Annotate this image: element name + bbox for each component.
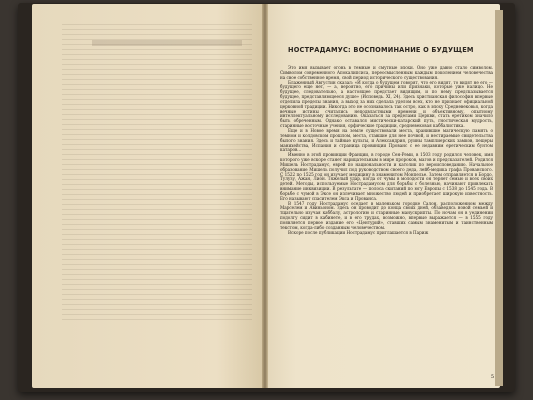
paragraph: Именно в этой провинции Франции, в городе Сен-Реми, в 1503 году родился человек, имя которого уже вскоре станет нарицательным в мире пророков, магов и предсказателей. Родился Мишель Нострадамус, еврей по национальности и католик по вероисповеданию. Начальное образование Мишель получил под руководством своего деда, лейб-медика графа Прованского. С 1522 по 1525 год он изучает медицину в знаменитом Монпелье. Затем отправляется в Бордо, Тулузу, Ажан, Лион. Тяжелый удар, когда от чумы в молодости он теряет семью и всех своих детей. Методы, используемые Нострадамусом для борьбы с болезнью, начинают привлекать внимание инквизиции. В результате — полоса скитаний по югу Европы с 1538 до 1545 года. В борьбе с чумой в Эксе он излечивает множество людей и приобретает широкую известность. Его называют спасителем Экса и Прованса. [280,152,493,201]
page-number: 5 [490,374,494,380]
paragraph: Блаженный Августин сказал: «И когда о будущем говорят, что его видят, то видят не его — будущего еще нет, — а, вероятно, его причины или признаки, которые уже налицо. Не будущее, следовательно, а настоящее предстает видящим, и по нему предсказывается будущее, представляющееся душе» (Исповедь. ХI, 24). Здесь христианская философия впервые отделила пределы знания, а выход за них сделала уделом всех, кто не признает официальной церковной традиции. Никогда это не осознавалось так остро, как в эпоху Средневековья, когда вечные истины считались неподвластными времени и объективному, опытному интеллектуальному исследованию. Оказаться за пределами Церкви, стать еретиком значило быть обреченным. Однако оставался мистически-катарский путь, гностическая мудрость, старинные восточные учения, орфические традиции, средневековая каббалистика. [280,79,493,129]
paragraph: Еще и в Новое время на земле существовали места, хранившие магическую память о темном и колдовском прошлом, места, ставшие для нее почвой, и нестираемые свидетельства былого знания. Здесь и тайные культы, и Александрия, руины тамплиерских замков, пещеры манихейства, Испания и страница провинции Прованс с ее недавним еретическим бунтом катаров... [280,127,493,153]
paragraph: Это имя вызывает огонь в темные и смутные эпохи. Оно уже давно стало символом. Символом современного Апокалипсиса, переосмысленным каждым поколением человечества на свое собственное время, свой период исторического существования. [280,65,493,80]
left-page [32,4,263,388]
right-page [268,4,500,388]
cover-edge [495,10,503,386]
bleed-through-text [62,24,252,324]
paragraph: Вскоре после публикации Нострадамус приглашается в Париж [288,229,429,235]
paragraph: В 1547 году Нострадамус оседает в маленьком городке Салон, расположенном между Марселем и Авиньоном. Здесь он проводит до конца своих дней, обзаведясь новой семьей и тщательно изучая каббалу, астрологию и старинные манускрипты. По ночам он в уединении подолгу сидит в кабинете, и в его трудах, возможно, впервые выражается — в 1555 году появляется первое издание его «Центурий», ставших самым знаменитым и таинственным текстом, когда-либо созданным человечеством. [280,200,493,230]
chapter-title: НОСТРАДАМУС: ВОСПОМИНАНИЕ О БУДУЩЕМ [288,46,474,54]
body-text [280,66,493,236]
bleed-through-title [92,40,242,46]
